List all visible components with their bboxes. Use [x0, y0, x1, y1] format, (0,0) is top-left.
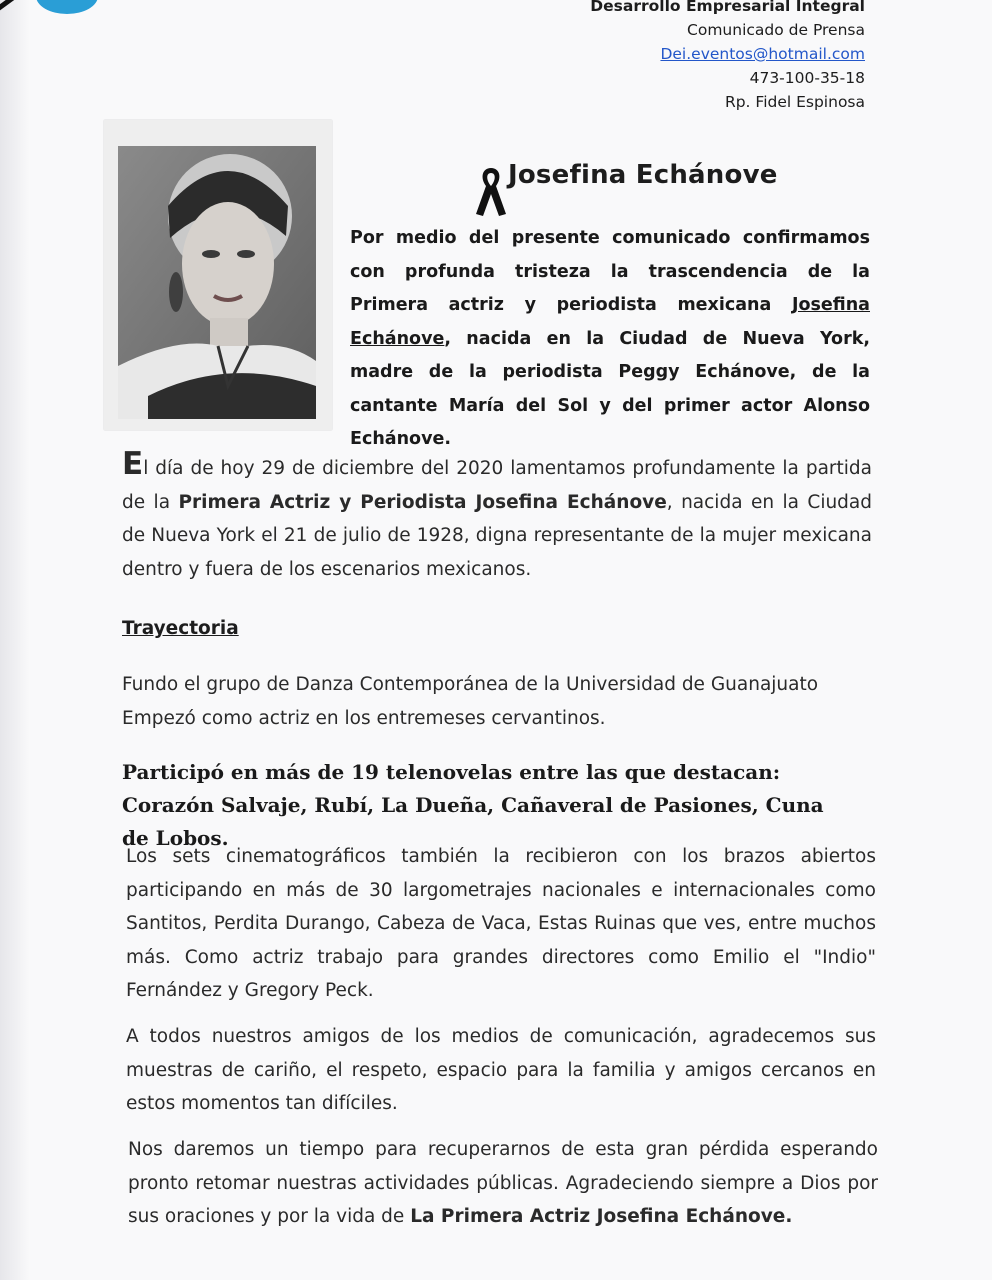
paragraph-career: Fundo el grupo de Danza Contemporánea de la Universidad de Guanajuato Empezó como actriz en los entremeses cervantinos.: [122, 674, 819, 729]
page-edge-shadow: [0, 0, 30, 1280]
corner-logo-icon: [36, 0, 98, 14]
organization-name: Desarrollo Empresarial Integral: [590, 0, 865, 15]
contact-email-link[interactable]: Dei.eventos@hotmail.com: [660, 45, 865, 63]
name-underlined: Josefina Echánove: [350, 295, 870, 349]
paragraph-films: Los sets cinematográficos también la recibieron con los brazos abiertos participando en más de 30 largometrajes nacionales e internacionales como Santitos, Perdita Durango, Cabeza de Vaca, Estas Ruinas que ves, entre muchos más. Como actriz trabajo para grandes directores como Emilio el "Indio" Fernández y Gregory Peck.: [126, 846, 876, 1001]
letterhead: [590, 0, 865, 114]
intro-paragraph: Por medio del presente comunicado confirmamos con profunda tristeza la trascendencia de la Primera actriz y periodista mexicana Josefina Echánove, nacida en la Ciudad de Nueva York, madre de la periodista Peggy Echánove, de la cantante María del Sol y del primer actor Alonso Echánove.: [350, 228, 870, 449]
mourning-ribbon-icon: [474, 164, 508, 218]
portrait-photo: [118, 146, 316, 419]
page-title: Josefina Echánove: [508, 160, 778, 190]
document-type: Comunicado de Prensa: [687, 21, 865, 39]
paragraph-announcement: El día de hoy 29 de diciembre del 2020 lamentamos profundamente la partida de la Primera Actriz y Periodista Josefina Echánove, nacida en la Ciudad de Nueva York el 21 de julio de 1928, digna representante de la mujer mexicana dentro y fuera de los escenarios mexicanos.: [122, 446, 873, 580]
paragraph-thanks: A todos nuestros amigos de los medios de comunicación, agradecemos sus muestras de cariño, el respeto, espacio para la familia y amigos cercanos en estos momentos tan difíciles.: [126, 1026, 876, 1114]
portrait-frame: [104, 120, 332, 430]
section-heading: Trayectoria: [122, 618, 239, 639]
paragraph-closing: Nos daremos un tiempo para recuperarnos de esta gran pérdida esperando pronto retomar nuestras actividades públicas. Agradeciendo siempre a Dios por sus oraciones y por la vida de La Primera Actriz Josefina Echánove.: [128, 1139, 878, 1227]
paragraph-telenovelas: Participó en más de 19 telenovelas entre las que destacan: Corazón Salvaje, Rubí, La Dueña, Cañaveral de Pasiones, Cuna de Lobos.: [122, 760, 824, 850]
contact-phone: 473-100-35-18: [749, 69, 865, 87]
drop-cap: E: [122, 446, 144, 482]
contact-person: Rp. Fidel Espinosa: [724, 93, 865, 111]
